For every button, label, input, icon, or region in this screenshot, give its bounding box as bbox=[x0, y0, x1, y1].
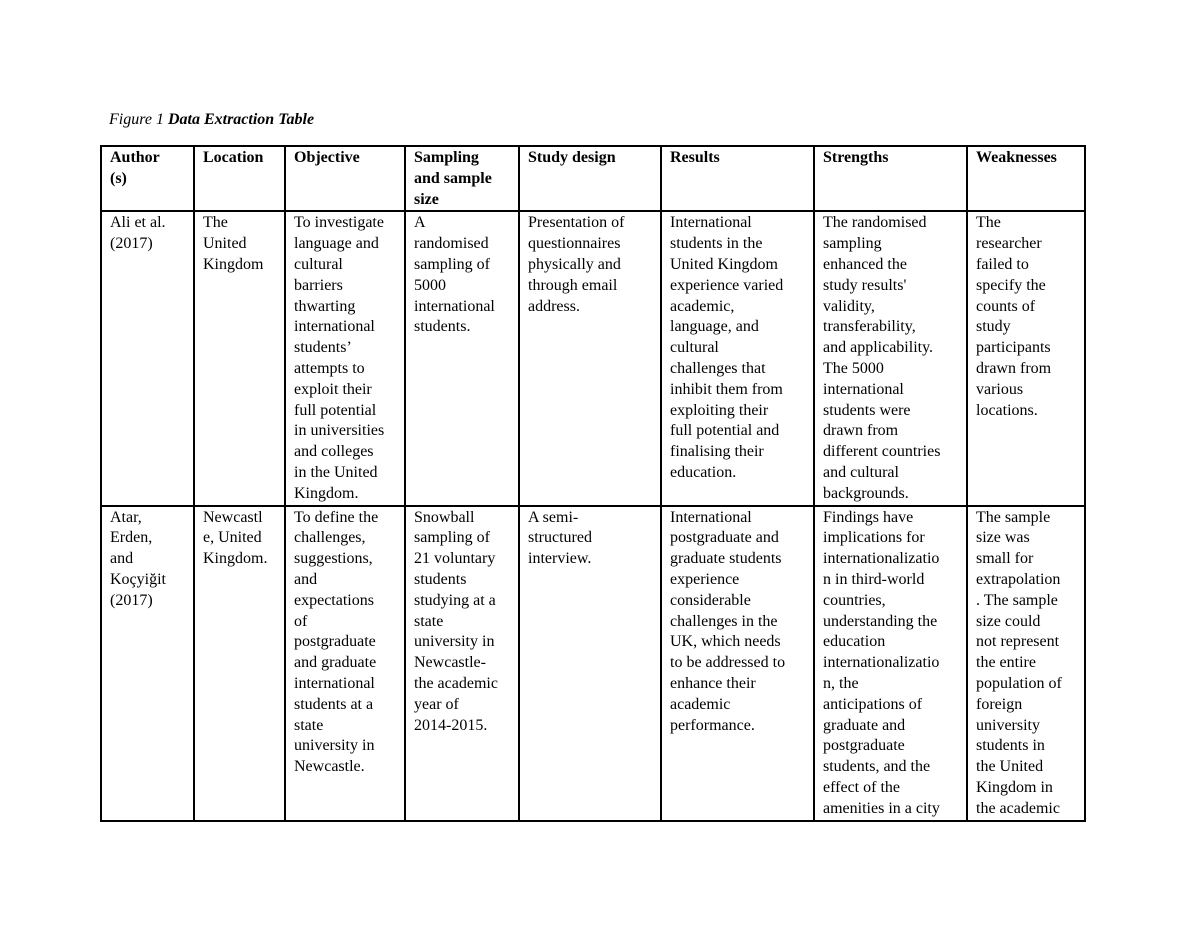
cell-results: International postgraduate and graduate students experience considerable challenges in the UK, which needs to be addressed to enhance their academic performance. bbox=[661, 506, 814, 821]
header-objective: Objective bbox=[285, 146, 405, 211]
cell-author: Ali et al. (2017) bbox=[101, 211, 194, 505]
header-row bbox=[101, 146, 1085, 211]
header-study-design: Study design bbox=[519, 146, 661, 211]
header-location: Location bbox=[194, 146, 285, 211]
header-sampling: Sampling and sample size bbox=[405, 146, 519, 211]
cell-author: Atar, Erden, and Koçyiğit (2017) bbox=[101, 506, 194, 821]
cell-results: International students in the United Kingdom experience varied academic, language, and cultural challenges that inhibit them from exploiting their full potential and finalising their education. bbox=[661, 211, 814, 505]
cell-sampling: Snowball sampling of 21 voluntary students studying at a state university in Newcastle- the academic year of 2014-2015. bbox=[405, 506, 519, 821]
cell-strengths: The randomised sampling enhanced the study results' validity, transferability, and applicability. The 5000 international students were drawn from different countries and cultural backgrounds. bbox=[814, 211, 967, 505]
data-extraction-table bbox=[100, 145, 1086, 822]
header-author: Author (s) bbox=[101, 146, 194, 211]
table-title: Data Extraction Table bbox=[167, 111, 315, 128]
header-results: Results bbox=[661, 146, 814, 211]
table-row bbox=[101, 211, 1085, 505]
header-weaknesses: Weaknesses bbox=[967, 146, 1085, 211]
cell-location: Newcastl e, United Kingdom. bbox=[194, 506, 285, 821]
cell-weaknesses: The sample size was small for extrapolation . The sample size could not represent the entire population of foreign university students in the United Kingdom in the academic bbox=[967, 506, 1085, 821]
cell-weaknesses: The researcher failed to specify the counts of study participants drawn from various locations. bbox=[967, 211, 1085, 505]
cell-location: The United Kingdom bbox=[194, 211, 285, 505]
cell-objective: To define the challenges, suggestions, and expectations of postgraduate and graduate international students at a state university in Newcastle. bbox=[285, 506, 405, 821]
figure-caption bbox=[109, 110, 314, 130]
cell-strengths: Findings have implications for internationalizatio n in third-world countries, understanding the education internationalizatio n, the anticipations of graduate and postgraduate students, and the effect of the amenities in a city bbox=[814, 506, 967, 821]
cell-study-design: A semi- structured interview. bbox=[519, 506, 661, 821]
cell-study-design: Presentation of questionnaires physically and through email address. bbox=[519, 211, 661, 505]
header-strengths: Strengths bbox=[814, 146, 967, 211]
table-row bbox=[101, 506, 1085, 821]
cell-objective: To investigate language and cultural barriers thwarting international students’ attempts to exploit their full potential in universities and colleges in the United Kingdom. bbox=[285, 211, 405, 505]
cell-sampling: A randomised sampling of 5000 international students. bbox=[405, 211, 519, 505]
figure-label: Figure 1 bbox=[109, 111, 164, 128]
